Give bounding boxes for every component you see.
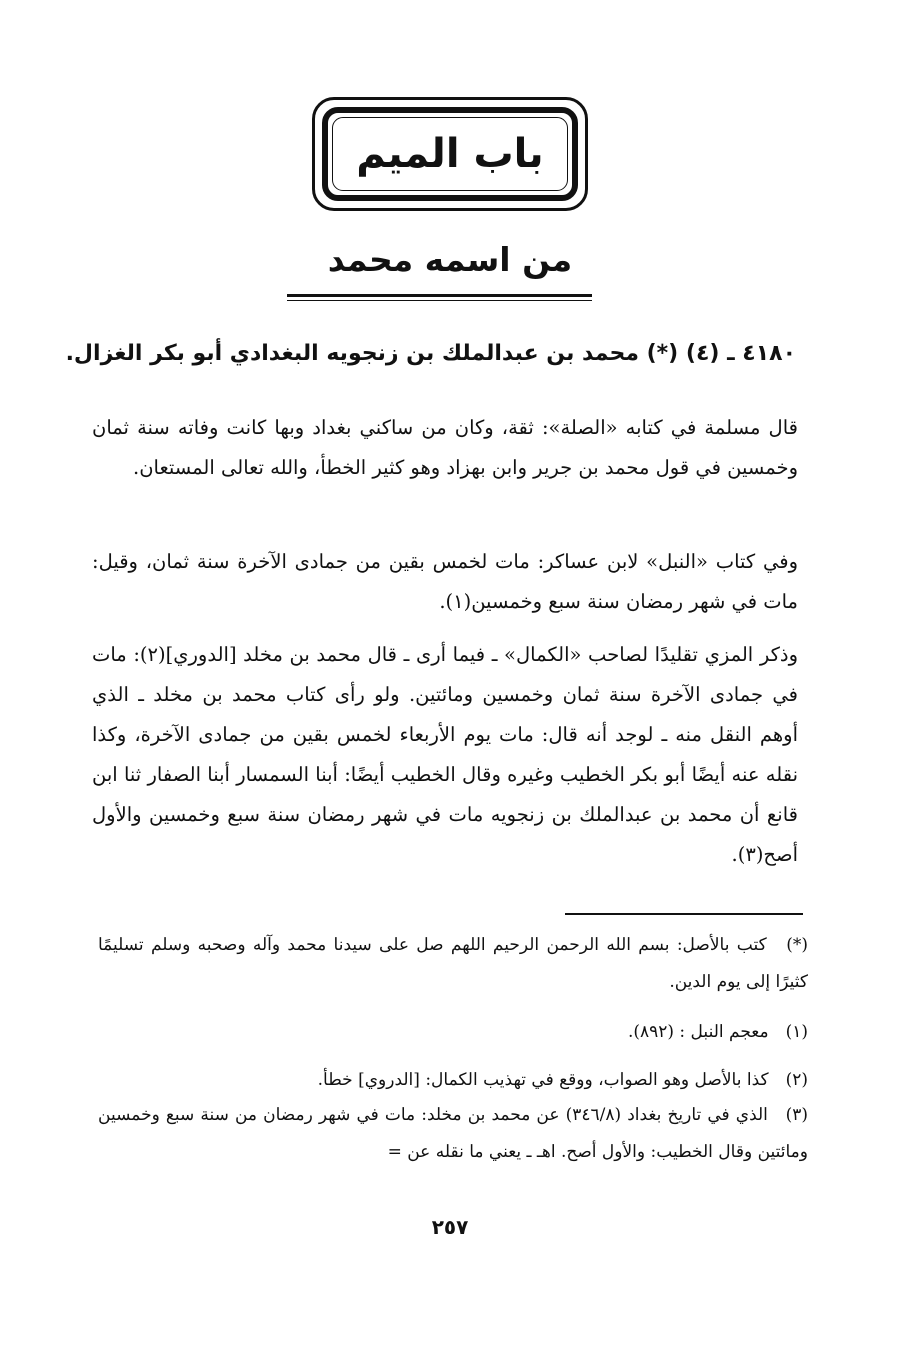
footnote-text: كذا بالأصل وهو الصواب، ووقع في تهذيب الكمال: [الدروي] خطأ.: [317, 1070, 769, 1090]
page-number: ٢٥٧: [431, 1215, 469, 1239]
paragraph-2: وفي كتاب «النبل» لابن عساكر: مات لخمس بقين من جمادى الآخرة سنة ثمان، وقيل: مات في شهر رمضان سنة سبع وخمسين(١).: [92, 549, 798, 613]
footnote-marker: (٣): [785, 1105, 809, 1125]
footnote-marker: (١): [785, 1022, 808, 1042]
chapter-title-frame: [312, 97, 588, 211]
chapter-title: باب الميم: [356, 131, 544, 177]
footnote-separator: [565, 913, 803, 915]
footnote-text: معجم النبل : (٨٩٢).: [627, 1022, 769, 1042]
paragraph-1: قال مسلمة في كتابه «الصلة»: ثقة، وكان من ساكني بغداد وبها كانت وفاته سنة ثمان وخمسين في قول محمد بن جرير وابن بهزاد وهو كثير الخطأ، والله تعالى المستعان.: [92, 415, 798, 479]
paragraph-3: وذكر المزي تقليدًا لصاحب «الكمال» ـ فيما أرى ـ قال محمد بن مخلد [الدوري](٢): مات في جمادى الآخرة سنة ثمان وخمسين ومائتين. ولو رأى كتاب محمد بن مخلد ـ الذي أوهم النقل منه ـ لوجد أنه قال: مات يوم الأربعاء لخمس بقين من جمادى الآخرة، وكذا نقله عنه أيضًا أبو بكر الخطيب وغيره وقال الخطيب أيضًا: أبنا السمسار أبنا الصفار ثنا ابن قانع أن محمد بن عبدالملك بن زنجويه مات في شهر رمضان سنة سبع وخمسين والأول أصح(٣).: [92, 642, 798, 866]
footnote-1: [98, 1014, 808, 1051]
footnote-marker: (*): [786, 935, 808, 955]
footnote-3: [98, 1097, 808, 1171]
footnote-text: الذي في تاريخ بغداد (٣٤٦/٨) عن محمد بن مخلد: مات في شهر رمضان من سنة سبع وخمسين ومائتين وقال الخطيب: والأول أصح. اهـ ـ يعني ما نقله عن =: [98, 1105, 808, 1162]
footnote-marker: (٢): [785, 1070, 808, 1090]
subtitle-underline-thin: [287, 300, 592, 301]
footnote-text: كتب بالأصل: بسم الله الرحمن الرحيم اللهم صل على سيدنا محمد وآله وصحبه وسلم تسليمًا كثيرًا إلى يوم الدين.: [98, 935, 808, 992]
entry-heading: ٤١٨٠ ـ (٤) (*) محمد بن عبدالملك بن زنجويه البغدادي أبو بكر الغزال.: [65, 341, 796, 366]
footnote-star: [98, 927, 808, 1001]
section-subtitle: من اسمه محمد: [327, 240, 573, 279]
subtitle-underline: [287, 294, 592, 297]
chapter-title-frame-inner: [322, 107, 578, 201]
footnote-2: [98, 1062, 808, 1099]
